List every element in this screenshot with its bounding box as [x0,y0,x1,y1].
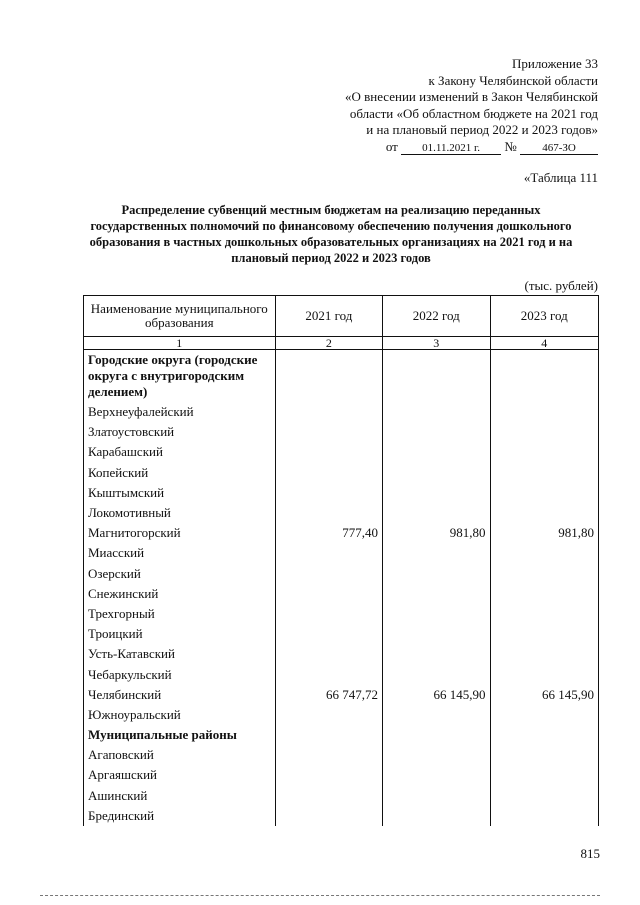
appendix-line: Приложение 33 [511,56,598,71]
table-row [84,422,599,442]
value-2021 [275,463,382,483]
municipality-name: Озерский [84,564,276,584]
municipality-name: Ашинский [84,786,276,806]
value-2021 [275,806,382,826]
municipality-name: Челябинский [84,685,276,705]
value-2022 [383,604,490,624]
value-2021 [275,644,382,664]
law-number: 467-ЗО [520,142,598,155]
table-row [84,442,599,462]
municipality-name: Чебаркульский [84,664,276,684]
section-row [84,725,599,745]
value-2022 [383,644,490,664]
value-2023 [490,786,599,806]
value-2021 [275,745,382,765]
value-2021 [275,350,382,403]
value-2022 [383,442,490,462]
table-row [84,765,599,785]
table-body [84,350,599,826]
header-name: Наименование муниципального образования [84,296,276,337]
value-2021 [275,543,382,563]
table-row [84,624,599,644]
value-2021 [275,705,382,725]
column-number: 1 [84,337,276,350]
municipality-name: Локомотивный [84,503,276,523]
municipality-name: Верхнеуфалейский [84,402,276,422]
value-2022 [383,725,490,745]
value-2021 [275,786,382,806]
header-2021: 2021 год [275,296,382,337]
value-2022 [383,765,490,785]
table-label: «Таблица 111 [523,170,598,185]
municipality-name: Южноуральский [84,705,276,725]
municipality-name: Кыштымский [84,483,276,503]
value-2022: 66 145,90 [383,685,490,705]
value-2021 [275,664,382,684]
document-title: Распределение субвенций местным бюджетам на реализацию переданных государственных полномочий по финансовому обеспечению получения дошкольного образования в частных дошкольных образовательных организациях на 2021 год и на плановый период 2022 и 2023 годов [89,203,573,265]
value-2022 [383,503,490,523]
value-2023 [490,564,599,584]
value-2022 [383,564,490,584]
law-date: 01.11.2021 г. [401,142,501,155]
municipality-name: Городские округа (городские округа с внутригородским делением) [84,350,276,403]
value-2022: 981,80 [383,523,490,543]
table-row [84,523,599,543]
appendix-line: «О внесении изменений в Закон Челябинской [344,89,598,104]
value-2023 [490,765,599,785]
value-2021 [275,442,382,462]
table-row [84,483,599,503]
section-row [84,350,599,403]
value-2023 [490,483,599,503]
value-2021 [275,624,382,644]
column-number: 2 [275,337,382,350]
value-2022 [383,705,490,725]
value-2023 [490,624,599,644]
value-2023 [490,584,599,604]
table-row [84,664,599,684]
value-2023: 66 145,90 [490,685,599,705]
value-2023 [490,503,599,523]
header-2023: 2023 год [490,296,599,337]
municipality-name: Брединский [84,806,276,826]
value-2023 [490,745,599,765]
value-2021 [275,604,382,624]
municipality-name: Карабашский [84,442,276,462]
municipality-name: Магнитогорский [84,523,276,543]
column-number: 4 [490,337,599,350]
value-2021 [275,483,382,503]
value-2023 [490,402,599,422]
table-row [84,786,599,806]
table-row [84,402,599,422]
value-2022 [383,745,490,765]
scan-edge-line [40,895,600,896]
value-2023 [490,644,599,664]
value-2023 [490,350,599,403]
value-2022 [383,786,490,806]
value-2023 [490,664,599,684]
value-2021 [275,725,382,745]
value-2023: 981,80 [490,523,599,543]
header-row [84,296,599,337]
value-2022 [383,483,490,503]
municipality-name: Муниципальные районы [84,725,276,745]
municipality-name: Аргаяшский [84,765,276,785]
table-row [84,463,599,483]
table-row [84,564,599,584]
value-2022 [383,806,490,826]
value-2023 [490,422,599,442]
value-2022 [383,402,490,422]
value-2021 [275,584,382,604]
value-2022 [383,584,490,604]
value-2023 [490,725,599,745]
table-row [84,503,599,523]
value-2021: 777,40 [275,523,382,543]
value-2021 [275,503,382,523]
value-2021: 66 747,72 [275,685,382,705]
subvention-table [83,295,599,826]
value-2023 [490,705,599,725]
appendix-line: области «Об областном бюджете на 2021 год [349,105,598,121]
date-prefix: от [385,138,398,154]
value-2021 [275,402,382,422]
value-2023 [490,806,599,826]
column-number-row [84,337,599,350]
value-2022 [383,543,490,563]
header-2022: 2022 год [383,296,490,337]
value-2022 [383,664,490,684]
number-prefix: № [504,138,517,154]
value-2023 [490,543,599,563]
table-row [84,604,599,624]
municipality-name: Усть-Катавский [84,644,276,664]
appendix-line: и на плановый период 2022 и 2023 годов» [366,122,598,137]
value-2021 [275,564,382,584]
table-row [84,806,599,826]
value-2023 [490,442,599,462]
value-2023 [490,604,599,624]
municipality-name: Снежинский [84,584,276,604]
municipality-name: Златоустовский [84,422,276,442]
appendix-header [258,56,598,155]
value-2021 [275,765,382,785]
municipality-name: Копейский [84,463,276,483]
page-number: 815 [580,846,600,861]
column-number: 3 [383,337,490,350]
municipality-name: Троицкий [84,624,276,644]
table-row [84,543,599,563]
value-2022 [383,350,490,403]
municipality-name: Трехгорный [84,604,276,624]
table-row [84,644,599,664]
units-label: (тыс. рублей) [524,278,598,293]
table-row [84,685,599,705]
value-2021 [275,422,382,442]
table-row [84,745,599,765]
municipality-name: Агаповский [84,745,276,765]
date-number-row [258,139,598,156]
value-2022 [383,624,490,644]
value-2023 [490,463,599,483]
value-2022 [383,422,490,442]
appendix-line: к Закону Челябинской области [428,72,598,88]
table-row [84,584,599,604]
table-row [84,705,599,725]
value-2022 [383,463,490,483]
municipality-name: Миасский [84,543,276,563]
